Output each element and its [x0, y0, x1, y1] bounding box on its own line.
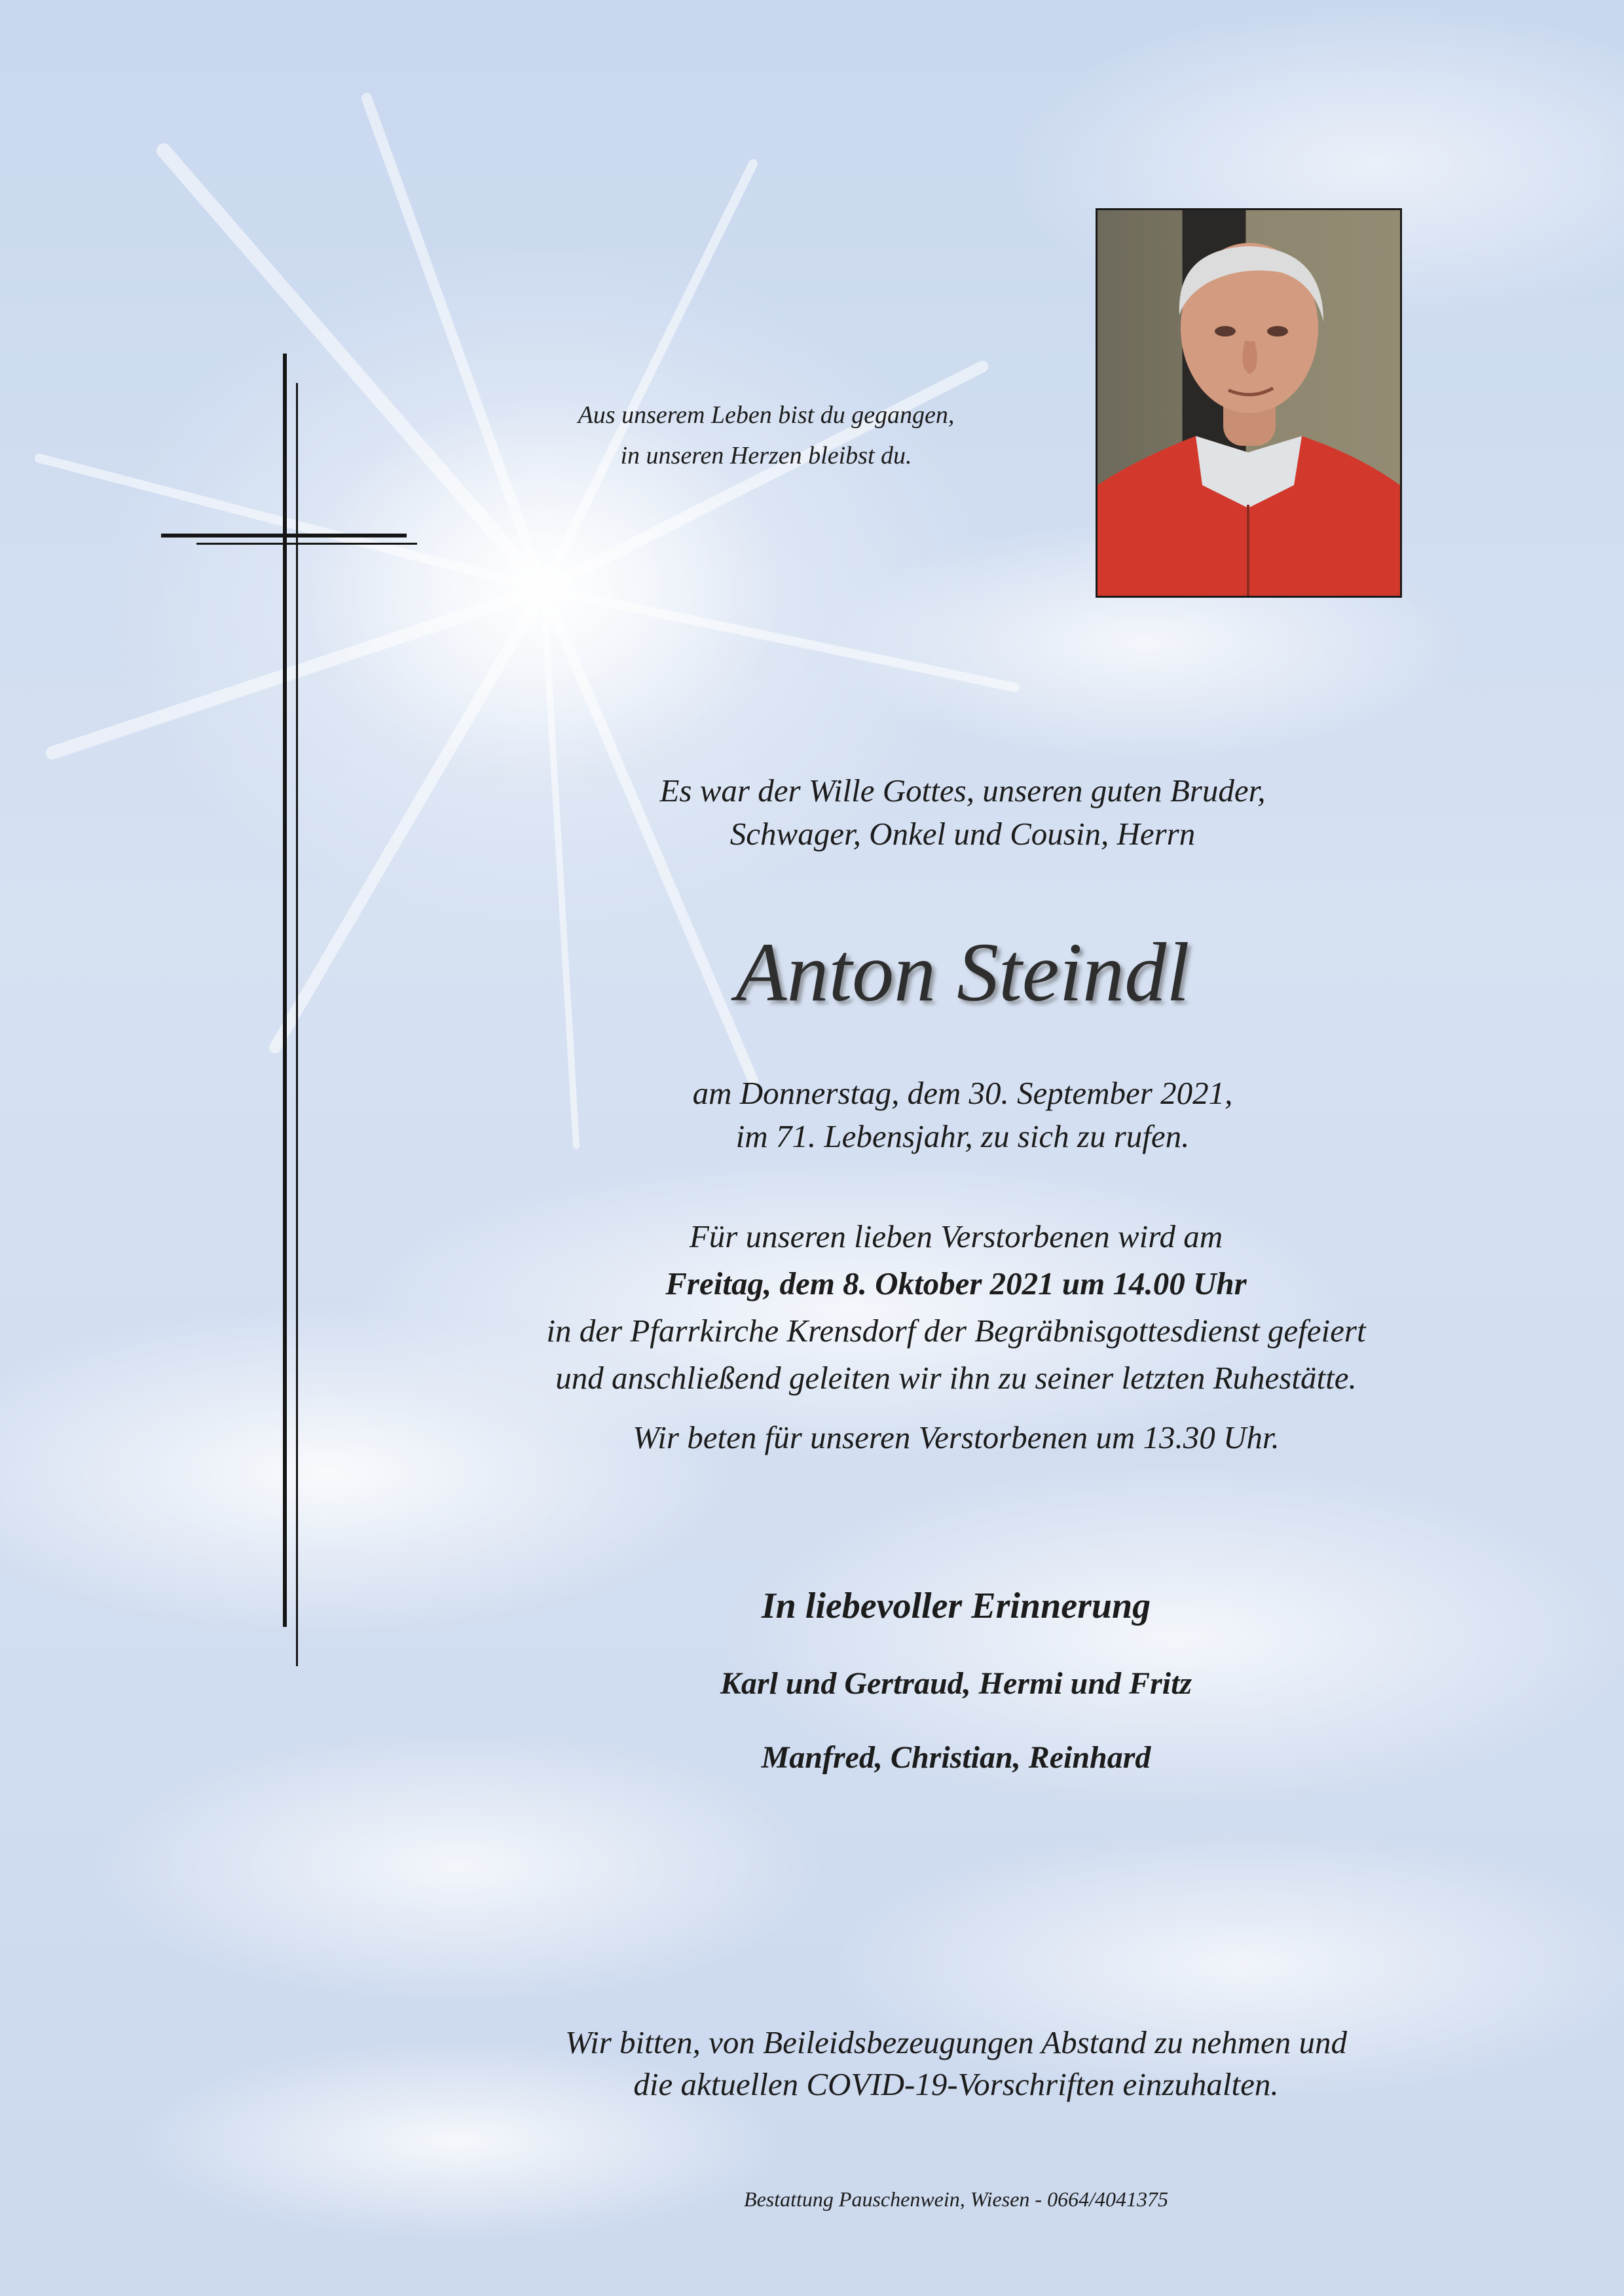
intro-text [576, 769, 1349, 856]
portrait-photo [1096, 208, 1402, 598]
funeral-line-3: in der Pfarrkirche Krensdorf der Begräbnisgottesdienst gefeiert [546, 1313, 1366, 1349]
intro-line-2: Schwager, Onkel und Cousin, Herrn [729, 816, 1196, 852]
death-info [576, 1072, 1349, 1158]
mourners-line-2: Manfred, Christian, Reinhard [761, 1740, 1151, 1775]
funeral-date-time: Freitag, dem 8. Oktober 2021 um 14.00 Uhr [665, 1266, 1247, 1302]
covid-line-2: die aktuellen COVID-19-Vorschriften einzuhalten. [633, 2066, 1279, 2102]
funeral-line-4: und anschließend geleiten wir ihn zu seiner letzten Ruhestätte. [555, 1360, 1357, 1396]
cross-vertical-thin-bar [296, 383, 298, 1666]
death-line-1: am Donnerstag, dem 30. September 2021, [692, 1075, 1233, 1111]
cross-horizontal-thin-bar [196, 543, 417, 545]
deceased-name: Anton Steindl [735, 926, 1190, 1019]
cross-horizontal-bar [161, 534, 407, 538]
memorial-quote [498, 395, 1035, 476]
funeral-line-1: Für unseren lieben Verstorbenen wird am [689, 1218, 1223, 1254]
portrait-image [1098, 210, 1400, 596]
mourners-line-1: Karl und Gertraud, Hermi und Fritz [720, 1666, 1192, 1701]
quote-line-1: Aus unserem Leben bist du gegangen, [578, 401, 955, 429]
covid-notice [458, 2022, 1454, 2105]
covid-line-1: Wir bitten, von Beileidsbezeugungen Abstand zu nehmen und [565, 2024, 1347, 2060]
prayer-info: Wir beten für unseren Verstorbenen um 13.30 Uhr. [633, 1419, 1280, 1455]
intro-line-1: Es war der Wille Gottes, unseren guten Bruder, [659, 773, 1266, 809]
funeral-home-footer: Bestattung Pauschenwein, Wiesen - 0664/4041375 [744, 2187, 1168, 2211]
death-line-2: im 71. Lebensjahr, zu sich zu rufen. [735, 1118, 1190, 1154]
funeral-info [458, 1213, 1454, 1402]
memory-heading: In liebevoller Erinnerung [761, 1586, 1151, 1626]
quote-line-2: in unseren Herzen bleibst du. [620, 442, 912, 469]
